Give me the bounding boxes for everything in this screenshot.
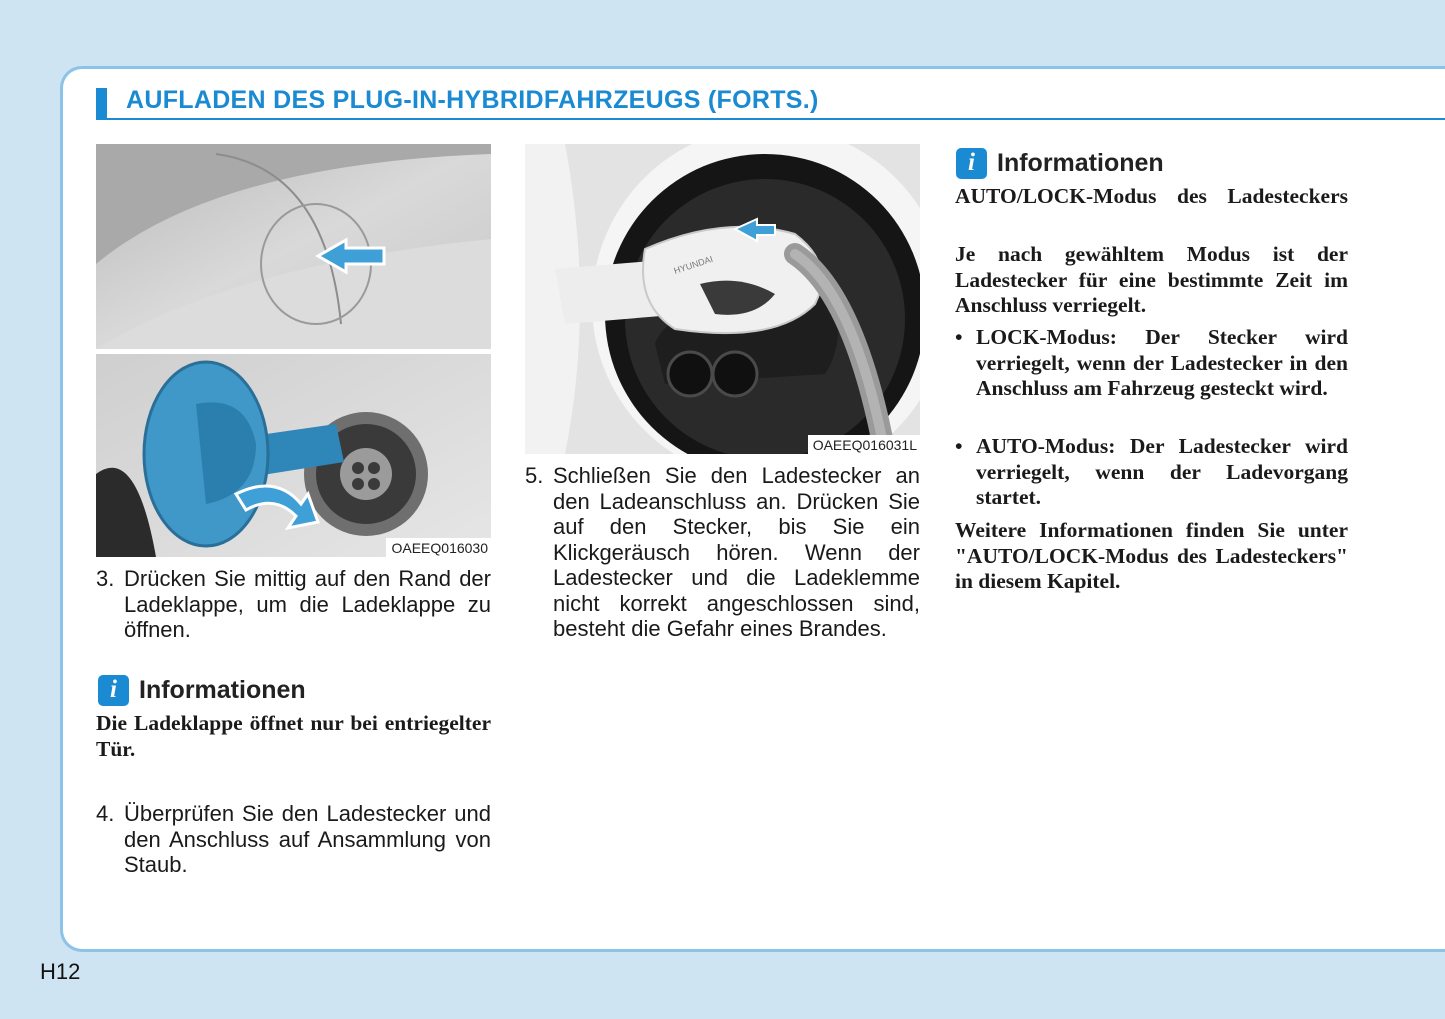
page-title: AUFLADEN DES PLUG-IN-HYBRIDFAHRZEUGS (FORTS.) [126,86,819,114]
figure-plug-connected [525,144,920,454]
step-4 [96,801,491,878]
figure-charging-door [96,144,491,557]
info-bullet [955,325,1348,402]
info-outro: Weitere Informationen finden Sie unter "AUTO/LOCK-Modus des Ladesteckers" in diesem Kapitel. [955,518,1348,593]
step-5 [525,463,920,642]
bullet-dot: • [955,325,963,349]
step-text: Schließen Sie den Ladestecker an den Ladeanschluss an. Drücken Sie auf den Stecker, bis Sie ein Klickgeräusch hören. Wenn der Ladestecker und die Ladeklemme nicht korrekt angeschlossen sind, besteht die Gefahr eines Brandes. [553,463,920,641]
figure-code: OAEEQ016031L [808,435,920,454]
info-title: Informationen [139,675,306,704]
info-text: Die Ladeklappe öffnet nur bei entriegelter Tür. [96,711,491,761]
step-number: 5. [525,463,544,488]
bullet-text: LOCK-Modus: Der Stecker wird verriegelt, wenn der Ladestecker in den Anschluss am Fahrzeug gesteckt wird. [976,325,1348,400]
section-header [96,84,1445,120]
info-icon: i [956,148,987,179]
plug-brand-text: HYUNDAI [672,253,715,276]
bullet-text: AUTO-Modus: Der Ladestecker wird verriegelt, wenn der Ladevorgang startet. [976,434,1348,509]
figure-code: OAEEQ016030 [386,538,491,557]
step-3 [96,566,491,643]
info-intro: Je nach gewähltem Modus ist der Ladestecker für eine bestimmte Zeit im Anschluss verriegelt. [955,242,1348,317]
info-header [956,147,1164,179]
plug-connected-illustration [525,144,920,454]
bullet-dot: • [955,434,963,458]
step-number: 3. [96,566,115,591]
info-bullet [955,434,1348,511]
info-header [98,674,306,706]
info-icon: i [98,675,129,706]
charging-door-illustration [96,144,491,557]
step-text: Überprüfen Sie den Ladestecker und den Anschluss auf Ansammlung von Staub. [124,801,491,877]
header-accent-bar [96,88,107,118]
step-text: Drücken Sie mittig auf den Rand der Ladeklappe, um die Ladeklappe zu öffnen. [124,566,491,642]
info-title: Informationen [997,148,1164,177]
page-number: H12 [40,959,81,984]
info-heading: AUTO/LOCK-Modus des Ladesteckers [955,184,1348,208]
step-number: 4. [96,801,115,826]
